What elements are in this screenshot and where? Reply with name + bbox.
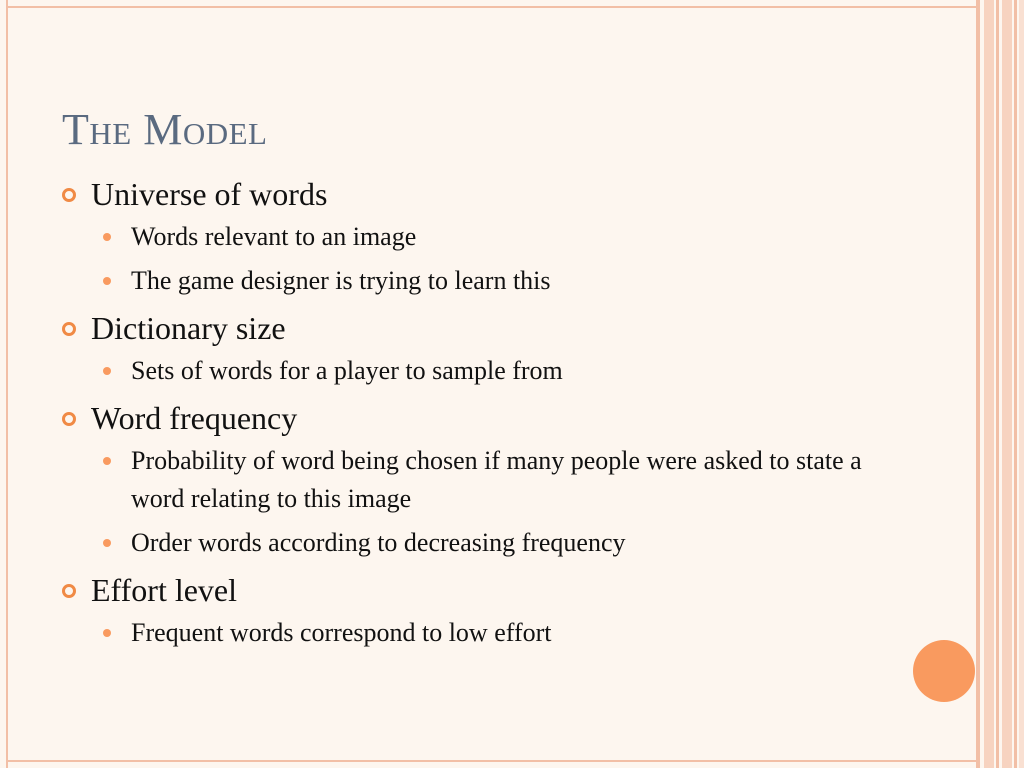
sub-bullet-text: Words relevant to an image bbox=[131, 222, 417, 251]
bullet-text: Effort level bbox=[91, 572, 238, 608]
sub-bullet-text: Order words according to decreasing frequency bbox=[131, 528, 626, 557]
left-border-line bbox=[6, 0, 8, 768]
sub-bullet-text: Sets of words for a player to sample from bbox=[131, 356, 563, 385]
sub-bullet-item bbox=[60, 352, 920, 390]
sub-bullet-text: Probability of word being chosen if many people were asked to state a word relating to this image bbox=[131, 446, 862, 513]
decorative-circle-icon bbox=[913, 640, 975, 702]
dot-bullet-icon bbox=[103, 233, 111, 241]
sub-bullet-text: The game designer is trying to learn this bbox=[131, 266, 551, 295]
right-decor-stripe bbox=[1002, 0, 1012, 768]
bullet-item bbox=[60, 396, 920, 440]
sub-bullet-item bbox=[60, 442, 920, 518]
bottom-border-line bbox=[6, 760, 976, 762]
bullet-group bbox=[60, 172, 920, 300]
bullet-text: Word frequency bbox=[91, 400, 298, 436]
bullet-list bbox=[60, 172, 920, 658]
bullet-group bbox=[60, 568, 920, 652]
right-decor-stripe bbox=[976, 0, 980, 768]
sub-bullet-item bbox=[60, 524, 920, 562]
ring-bullet-icon bbox=[62, 412, 76, 426]
bullet-item bbox=[60, 568, 920, 612]
dot-bullet-icon bbox=[103, 367, 111, 375]
right-decor-stripe bbox=[996, 0, 999, 768]
dot-bullet-icon bbox=[103, 457, 111, 465]
bullet-group bbox=[60, 306, 920, 390]
right-decor-stripe bbox=[1019, 0, 1024, 768]
bullet-item bbox=[60, 306, 920, 350]
sub-bullet-item bbox=[60, 262, 920, 300]
ring-bullet-icon bbox=[62, 188, 76, 202]
dot-bullet-icon bbox=[103, 277, 111, 285]
sub-bullet-text: Frequent words correspond to low effort bbox=[131, 618, 552, 647]
bullet-item bbox=[60, 172, 920, 216]
dot-bullet-icon bbox=[103, 539, 111, 547]
slide-title: The Model bbox=[62, 105, 268, 154]
right-decor-stripe bbox=[984, 0, 994, 768]
dot-bullet-icon bbox=[103, 629, 111, 637]
bullet-group bbox=[60, 396, 920, 562]
bullet-text: Dictionary size bbox=[91, 310, 286, 346]
right-decor-stripe bbox=[1014, 0, 1017, 768]
ring-bullet-icon bbox=[62, 322, 76, 336]
ring-bullet-icon bbox=[62, 584, 76, 598]
sub-bullet-item bbox=[60, 218, 920, 256]
bullet-text: Universe of words bbox=[91, 176, 328, 212]
top-border-line bbox=[6, 6, 976, 8]
sub-bullet-item bbox=[60, 614, 920, 652]
